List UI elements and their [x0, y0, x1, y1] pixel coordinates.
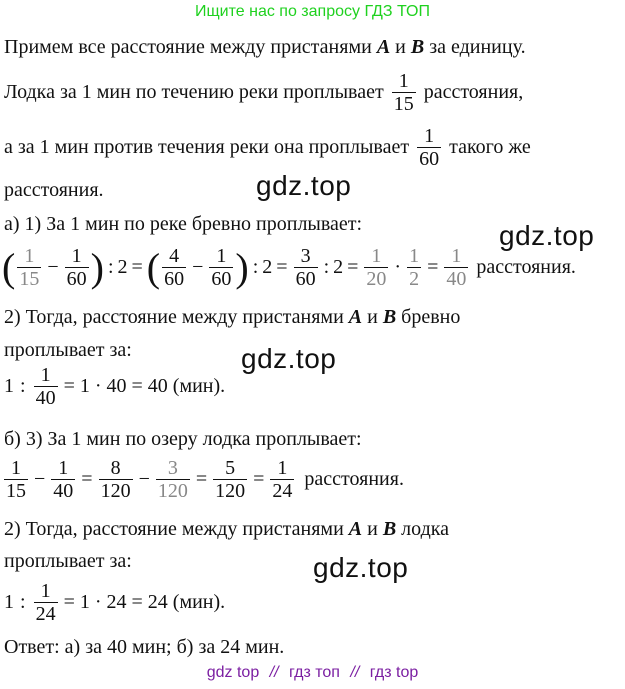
- fraction: $\frac{1}{15}$: [19, 245, 40, 290]
- fraction: $\frac{1}{60}$: [419, 125, 440, 170]
- footer-link[interactable]: gdz top: [206, 664, 260, 681]
- upstream-line: а за 1 мин против течения реки она проплывает $\frac{1}{60}$ такого же: [4, 125, 531, 170]
- answer-line: Ответ: а) за 40 мин; б) за 24 мин.: [4, 636, 285, 658]
- fraction: $\frac{4}{60}$: [164, 245, 185, 290]
- text-line: проплывает за:: [4, 339, 132, 361]
- downstream-line: Лодка за 1 мин по течению реки проплывает $\frac{1}{15}$ расстояния,: [4, 70, 524, 115]
- fraction: $\frac{1}{40}$: [53, 457, 74, 502]
- fraction: $\frac{1}{60}$: [211, 245, 232, 290]
- fraction: $\frac{1}{40}$: [446, 245, 467, 290]
- fraction: $\frac{8}{120}$: [100, 457, 131, 502]
- intro-line: Примем все расстояние между пристанями A и B за единицу.: [4, 36, 526, 58]
- equation-log-time: 1 : $\frac{1}{40}$ = 1 · 40 = 40 (мин).: [4, 364, 226, 409]
- part-a-step2: 2) Тогда, расстояние между пристанями A и B бревно: [4, 306, 461, 328]
- watermark: gdz.top: [499, 220, 595, 251]
- fraction: $\frac{1}{15}$: [393, 70, 414, 115]
- fraction: $\frac{1}{24}$: [272, 457, 293, 502]
- watermark: gdz.top: [241, 343, 337, 374]
- fraction: $\frac{3}{120}$: [157, 457, 188, 502]
- equation-lake-time: 1 : $\frac{1}{24}$ = 1 · 24 = 24 (мин).: [4, 580, 226, 625]
- fraction: $\frac{3}{60}$: [295, 245, 316, 290]
- fraction: $\frac{1}{24}$: [35, 580, 56, 625]
- top-banner: Ищите нас по запросу ГДЗ ТОП: [195, 3, 430, 20]
- part-b-step3: б) 3) За 1 мин по озеру лодка проплывает:: [4, 428, 362, 450]
- watermark: gdz.top: [256, 170, 352, 201]
- footer-link[interactable]: гдз топ: [289, 664, 340, 681]
- equation-log-speed: ( $\frac{1}{15}$ − $\frac{1}{60}$ ) : 2 = ( $\frac{4}{60}$ − $\frac{1}{60}$ ) : 2 = $\frac{3}{60}$ : 2 = $\frac{1}{20}$ · $\frac{1}{2}$ = $\frac{1}{40}$ расстояния.: [2, 244, 576, 290]
- fraction: $\frac{1}{15}$: [6, 457, 26, 502]
- text-line: расстояния.: [4, 179, 104, 201]
- footer-link[interactable]: гдз top: [369, 664, 419, 681]
- fraction: $\frac{5}{120}$: [215, 457, 246, 502]
- part-b-step4: 2) Тогда, расстояние между пристанями A и B лодка: [4, 518, 450, 540]
- watermark: gdz.top: [313, 552, 409, 583]
- fraction: $\frac{1}{40}$: [35, 364, 56, 409]
- part-a-step1: а) 1) За 1 мин по реке бревно проплывает:: [4, 213, 363, 235]
- text-line: проплывает за:: [4, 550, 132, 572]
- fraction: $\frac{1}{60}$: [66, 245, 87, 290]
- footer-links: gdz top // гдз топ // гдз top: [206, 664, 419, 681]
- fraction: $\frac{1}{20}$: [366, 245, 387, 290]
- equation-lake-speed: $\frac{1}{15}$ − $\frac{1}{40}$ = $\frac{8}{120}$ − $\frac{3}{120}$ = $\frac{5}{120}$ = $\frac{1}{24}$ расстояния.: [6, 457, 404, 502]
- fraction: $\frac{1}{2}$: [409, 245, 420, 290]
